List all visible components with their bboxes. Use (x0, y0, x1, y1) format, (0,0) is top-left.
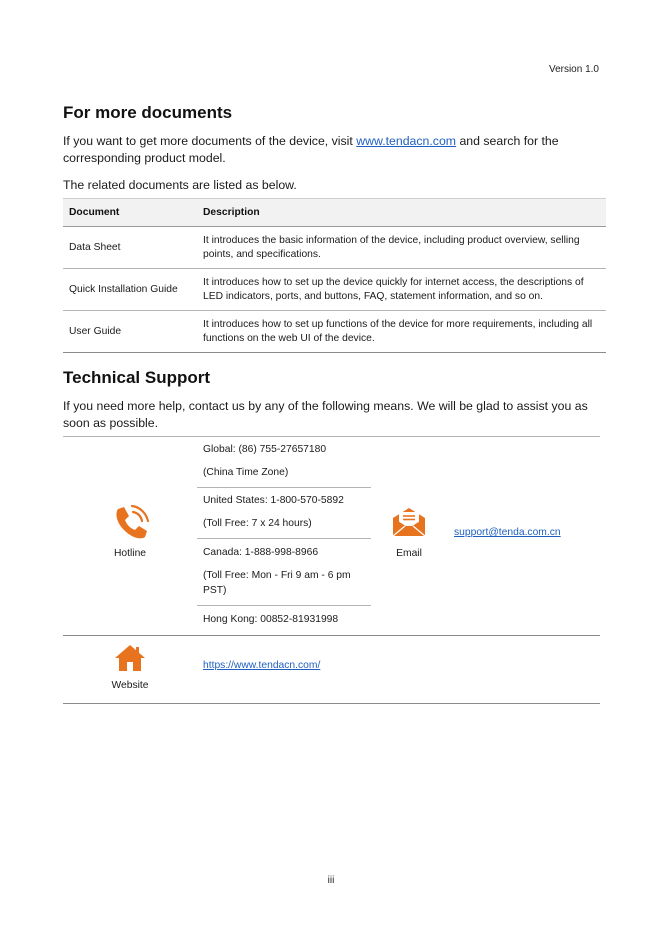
website-link[interactable]: https://www.tendacn.com/ (203, 660, 321, 671)
table-row (63, 311, 606, 353)
email-label: Email (396, 548, 422, 559)
page-number: iii (327, 875, 335, 886)
documents-table (63, 198, 606, 353)
support-bottom-divider (63, 703, 600, 704)
document-name: Quick Installation Guide (63, 269, 197, 311)
phone-entry-us (197, 493, 371, 531)
document-description: It introduces the basic information of the device, including product overview, selling points, and specifications. (197, 227, 606, 269)
phone-number: Canada: 1-888-998-8966 (203, 547, 319, 558)
support-top-divider (63, 436, 600, 437)
phone-divider (197, 487, 371, 488)
phone-number: United States: 1-800-570-5892 (203, 495, 344, 506)
column-header-document: Document (63, 199, 197, 227)
more-docs-intro (63, 133, 603, 167)
phone-divider (197, 605, 371, 606)
intro-text-before: If you want to get more documents of the device, visit (63, 134, 357, 148)
phone-number: Global: (86) 755-27657180 (203, 444, 327, 455)
phone-divider (197, 538, 371, 539)
phone-entry-global (197, 442, 371, 480)
phone-entry-canada (197, 545, 371, 598)
section-title-more-documents: For more documents (63, 103, 233, 122)
section-title-technical-support: Technical Support (63, 368, 211, 387)
tendacn-link[interactable]: www.tendacn.com (356, 134, 457, 148)
support-intro: If you need more help, contact us by any of the following means. We will be glad to assist you as soon as possible. (63, 399, 588, 430)
documents-listed-text: The related documents are listed as below. (63, 178, 297, 192)
document-name: User Guide (63, 311, 197, 353)
support-email-link[interactable]: support@tenda.com.cn (454, 527, 561, 538)
phone-hours: (China Time Zone) (203, 467, 289, 478)
phone-hours: (Toll Free: 7 x 24 hours) (203, 518, 312, 529)
support-middle-divider (63, 635, 600, 636)
home-icon (114, 643, 146, 673)
document-name: Data Sheet (63, 227, 197, 269)
table-row (63, 227, 606, 269)
phone-number: Hong Kong: 00852-81931998 (203, 614, 339, 625)
column-header-description: Description (197, 199, 606, 227)
website-label: Website (111, 680, 149, 691)
version-label: Version 1.0 (548, 64, 599, 75)
document-description: It introduces how to set up the device quickly for internet access, the descriptions of LED indicators, ports, and buttons, FAQ, statement information, and so on. (197, 269, 606, 311)
hotline-label: Hotline (113, 548, 147, 559)
phone-entry-hongkong (197, 612, 371, 627)
intro-text-after: and search for the corresponding product model. (63, 134, 559, 165)
envelope-icon (391, 506, 427, 538)
phone-icon (110, 503, 150, 543)
document-description: It introduces how to set up functions of the device for more requirements, including all functions on the web UI of the device. (197, 311, 606, 353)
phone-hours: (Toll Free: Mon - Fri 9 am - 6 pm PST) (203, 570, 351, 596)
table-header-row (63, 199, 606, 227)
table-row (63, 269, 606, 311)
